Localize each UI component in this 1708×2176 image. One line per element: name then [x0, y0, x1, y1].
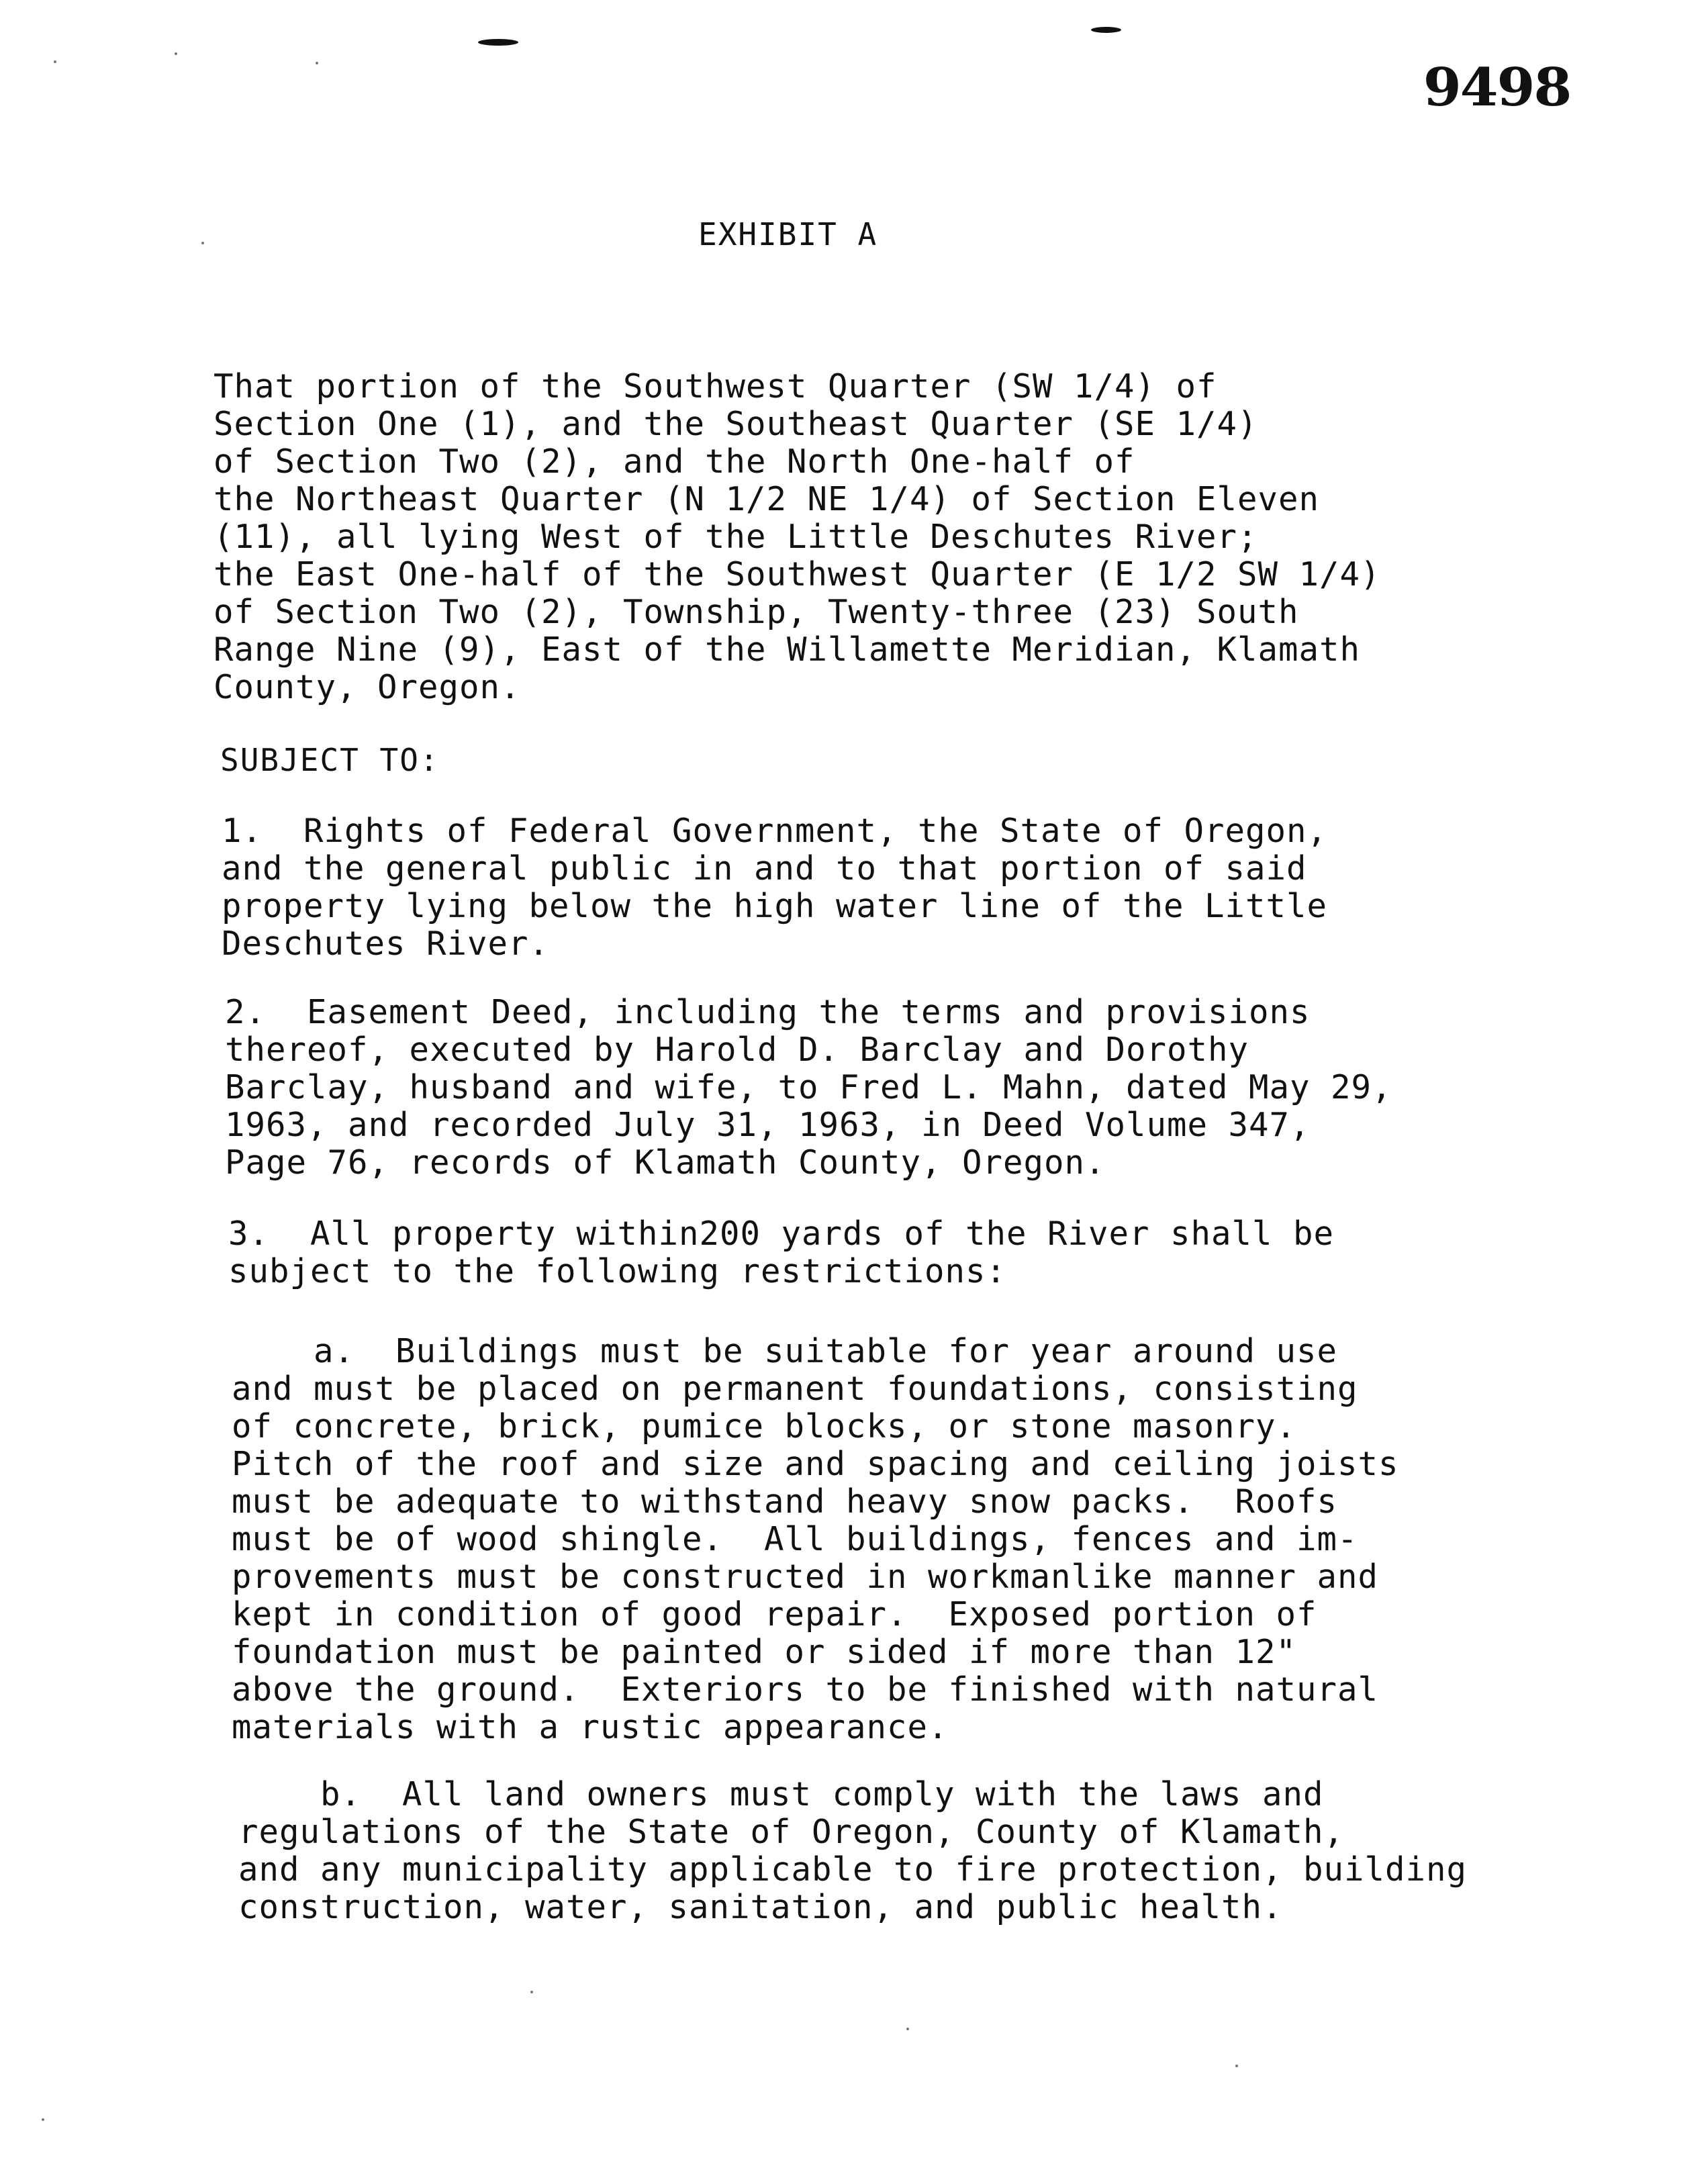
scan-speck [201, 242, 204, 244]
subitem-b: b. All land owners must comply with the laws and regulations of the State of Oregon, County of Klamath, and any municipality applicable to fire protection, building construction, water, sanitation, and public health. [238, 1775, 1468, 1926]
subject-heading: SUBJECT TO: [220, 742, 440, 778]
item-3: 3. All property within200 yards of the River shall be subject to the following restrictions: [228, 1215, 1335, 1290]
subitem-a: a. Buildings must be suitable for year around use and must be placed on permanent foundations, consisting of concrete, brick, pumice blocks, or stone masonry. Pitch of the roof and size and spacing and ceiling joists must be adequate to withstand heavy snow packs. Roofs must be of wood shingle. All buildings, fences and im- provements must be constructed in workmanlike manner and kept in condition of good repair. Exposed portion of foundation must be painted or sided if more than 12" above the ground. Exteriors to be finished with natural materials with a rustic appearance. [232, 1332, 1399, 1746]
exhibit-title: EXHIBIT A [698, 216, 878, 252]
item-2: 2. Easement Deed, including the terms and provisions thereof, executed by Harold D. Barclay and Dorothy Barclay, husband and wife, to Fred L. Mahn, dated May 29, 1963, and recorded July 31, 1963, in Deed Volume 347, Page 76, records of Klamath County, Oregon. [225, 993, 1392, 1182]
scan-mark-left [478, 39, 518, 46]
scan-speck [906, 2028, 909, 2030]
scan-speck [316, 62, 318, 64]
legal-description: That portion of the Southwest Quarter (SW 1/4) of Section One (1), and the Southeast Quarter (SE 1/4) of Section Two (2), and the North One-half of the Northeast Quarter (N 1/2 NE 1/4) of Section Eleven (11), all lying West of the Little Deschutes River; the East One-half of the Southwest Quarter (E 1/2 SW 1/4) of Section Two (2), Township, Twenty-three (23) South Range Nine (9), East of the Willamette Meridian, Klamath County, Oregon. [214, 367, 1381, 706]
scan-speck [530, 1991, 533, 1993]
scan-speck [175, 52, 177, 55]
scan-speck [42, 2118, 44, 2121]
scan-mark-right [1091, 27, 1121, 33]
page-number: 9498 [1423, 57, 1571, 118]
scan-speck [1235, 2065, 1238, 2067]
item-1: 1. Rights of Federal Government, the State of Oregon, and the general public in and to that portion of said property lying below the high water line of the Little Deschutes River. [222, 812, 1328, 963]
scan-speck [54, 60, 56, 63]
